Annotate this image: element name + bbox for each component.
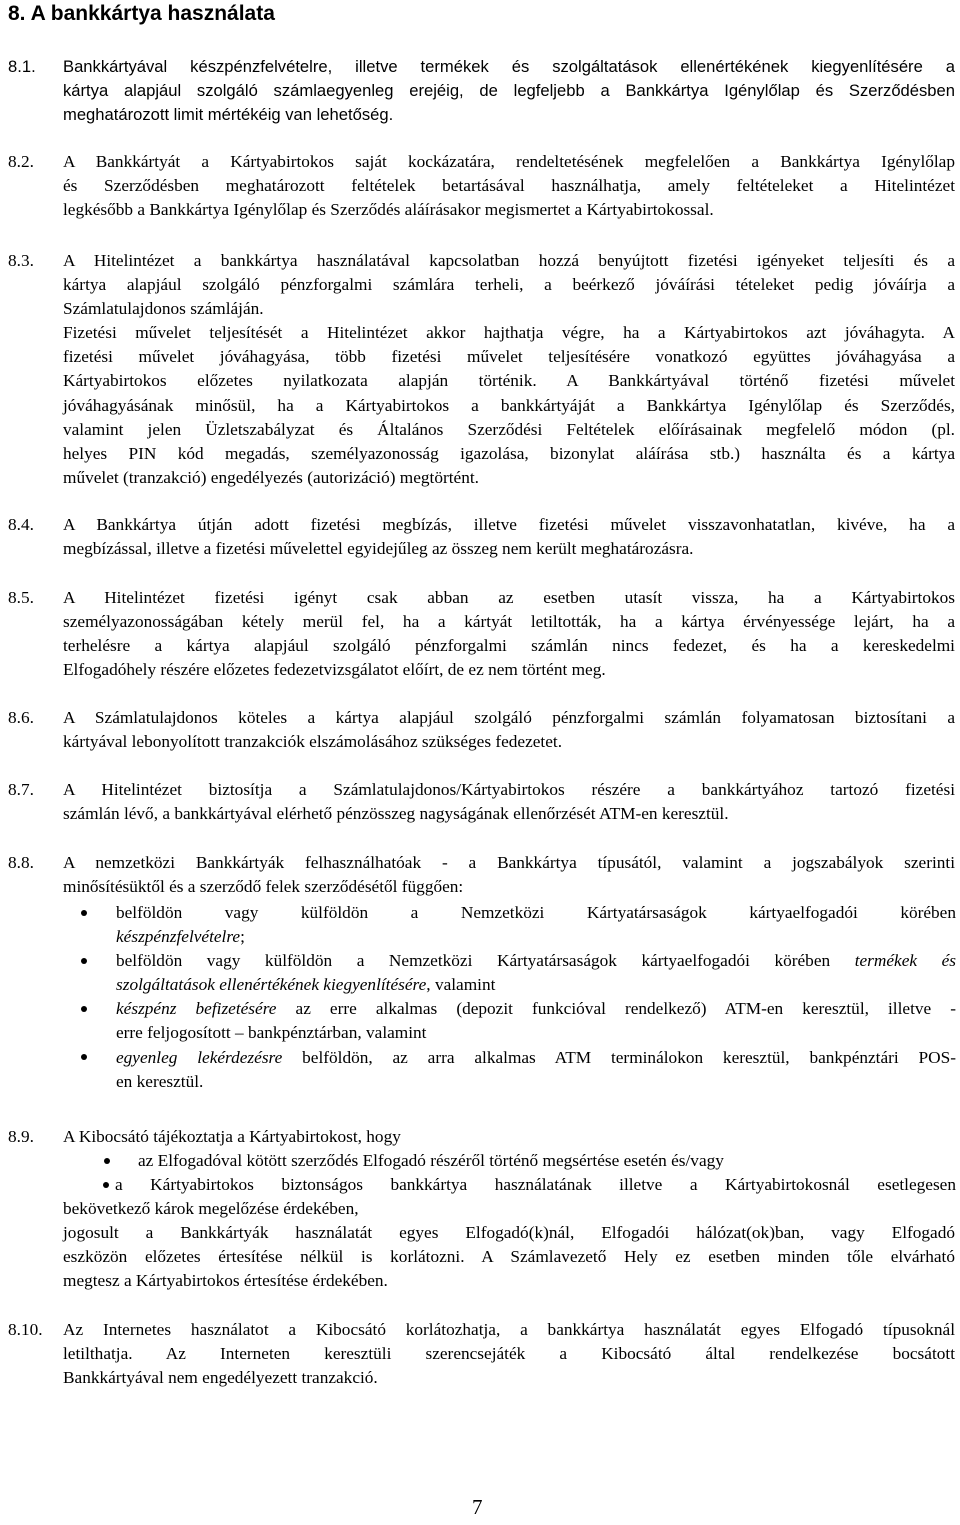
- text-line: helyes PIN kód megadás, személyazonosság igazolása, bizonylat aláírása stb.) használta és a kártya: [63, 443, 955, 463]
- section-number: 8.7.: [8, 780, 34, 799]
- text-line: megbízással, illetve a fizetési művelettel egyidejűleg az összeg nem került meghatározásra.: [63, 539, 694, 559]
- text-span: ;: [240, 927, 245, 947]
- text-line: A Hitelintézet a bankkártya használatával kapcsolatban hozzá benyújtott fizetési igényeket teljesíti és a: [63, 251, 955, 270]
- section-body: [63, 55, 955, 127]
- list-item: belföldön vagy külföldön a Nemzetközi Kártyatársaságok kártyaelfogadói körében: [116, 903, 956, 922]
- list-item: [116, 1046, 956, 1070]
- text-line: A Hitelintézet biztosítja a Számlatulajdonos/Kártyabirtokos részére a bankkártyához tartozó fizetési: [63, 780, 955, 799]
- text-line: Az Internetes használatot a Kibocsátó korlátozhatja, a bankkártya használatát egyes Elfogadó típusoknál: [63, 1320, 955, 1339]
- section-number: 8.9.: [8, 1127, 34, 1146]
- text-line: bekövetkező károk megelőzése érdekében,: [63, 1199, 359, 1218]
- section-number: 8.2.: [8, 152, 34, 171]
- list-item: en keresztül.: [116, 1071, 204, 1091]
- text-line: A nemzetközi Bankkártyák felhasználhatóak - a Bankkártya típusától, valamint a jogszabályok szerinti: [63, 853, 955, 872]
- italic-text: szolgáltatások ellenértékének kiegyenlítésére: [116, 975, 427, 995]
- text-line: valamint jelen Üzletszabályzat és Általános Szerződési Feltételek előírásainak megfelelő módon (pl.: [63, 419, 955, 439]
- text-line: és Szerződésben meghatározott feltételek betartásával használhatja, amely feltételeket a Hitelintézet: [63, 176, 955, 196]
- section-body: [63, 851, 955, 899]
- text-line: Bankkártyával készpénzfelvételre, illetve termékek és szolgáltatások ellenértékének kiegyenlítésére a: [63, 57, 955, 76]
- italic-text: készpénz befizetésére: [116, 999, 277, 1019]
- text-span: belföldön vagy külföldön a Nemzetközi Kártyatársaságok kártyaelfogadói körében: [116, 951, 855, 971]
- bullet-icon: [81, 1006, 87, 1012]
- section-body: [63, 513, 955, 561]
- bullet-list: [138, 1149, 956, 1173]
- text-line: Bankkártyával nem engedélyezett tranzakció.: [63, 1368, 378, 1388]
- text-line: A Bankkártya útján adott fizetési megbízás, illetve fizetési művelet visszavonhatatlan, kivéve, ha a: [63, 515, 955, 534]
- text-span: , valamint: [426, 975, 496, 995]
- text-line: Kártyabirtokos előzetes nyilatkozata alapján történik. A Bankkártyával történő fizetési művelet: [63, 371, 955, 391]
- section-body: [63, 1318, 955, 1390]
- text-line: A Számlatulajdonos köteles a kártya alapjául szolgáló pénzforgalmi számlán folyamatosan biztosítani a: [63, 708, 955, 727]
- section-number: 8.8.: [8, 853, 34, 872]
- section-body: [63, 706, 955, 754]
- text-line: fizetési művelet jóváhagyása, több fizetési művelet teljesítésére vonatkozó együttes jóváhagyása a: [63, 347, 955, 367]
- section-number: 8.10.: [8, 1320, 43, 1339]
- text-line: A Hitelintézet fizetési igényt csak abban az esetben utasít vissza, ha a Kártyabirtokos: [63, 588, 955, 607]
- bullet-icon: [81, 958, 87, 964]
- text-line: meghatározott limit mértékéig van lehetőség.: [63, 105, 394, 125]
- bullet-list: [115, 1173, 956, 1197]
- italic-text: termékek és: [854, 951, 956, 971]
- text-line: jóváhagyásának minősül, ha a Kártyabirtokos a bankkártyáját a Bankkártya Igénylőlap és Szerződés,: [63, 395, 955, 415]
- page-heading: 8. A bankkártya használata: [8, 2, 275, 25]
- text-span: az erre alkalmas (depozit funkcióval rendelkező) ATM-en keresztül, illetve -: [276, 999, 957, 1019]
- section-body: [63, 1125, 955, 1149]
- text-line: legkésőbb a Bankkártya Igénylőlap és Szerződés aláírásakor megismertet a Kártyabirtokossal.: [63, 200, 714, 220]
- bullet-icon: [81, 1054, 87, 1060]
- text-line: jogosult a Bankkártyák használatát egyes Elfogadó(k)nál, Elfogadói hálózat(ok)ban, vagy Elfogadó: [63, 1223, 955, 1243]
- italic-text: egyenleg lekérdezésre: [116, 1047, 283, 1067]
- section-number: 8.5.: [8, 588, 34, 607]
- text-line: kártya alapjául szolgáló pénzforgalmi számlára terheli, a beérkező jóváírási tételeket pedig jóváírja a: [63, 275, 955, 295]
- section-body: [63, 150, 955, 222]
- text-line: terhelésre a kártya alapjául szolgáló pénzforgalmi számlán nincs fedezet, és ha a kereskedelmi: [63, 636, 955, 656]
- text-line: Számlatulajdonos számláján.: [63, 299, 264, 319]
- section-body: [63, 249, 955, 490]
- section-number: 8.6.: [8, 708, 34, 727]
- text-line: kártyával lebonyolított tranzakciók elszámolásához szükséges fedezetet.: [63, 732, 563, 752]
- text-line: eszközön előzetes értesítése nélkül is korlátozni. A Számlavezető Hely ez esetben minden tőle elvárható: [63, 1247, 955, 1267]
- list-item: az Elfogadóval kötött szerződés Elfogadó részéről történő megsértése esetén és/vagy: [138, 1151, 724, 1170]
- page-number: 7: [472, 1495, 483, 1519]
- bullet-icon: [103, 1182, 109, 1188]
- text-line: A Bankkártyát a Kártyabirtokos saját kockázatára, rendeltetésének megfelelően a Bankkártya Igénylőlap: [63, 152, 955, 171]
- section-body: [63, 1197, 955, 1293]
- text-span: belföldön, az arra alkalmas ATM terminálokon keresztül, bankpénztári POS-: [282, 1047, 956, 1067]
- section-body: [63, 586, 955, 682]
- bullet-icon: [81, 910, 87, 916]
- text-line: Elfogadóhely részére előzetes fedezetvizsgálatot előírt, de ez nem történt meg.: [63, 660, 606, 680]
- list-item: [116, 925, 956, 949]
- bullet-icon: [104, 1158, 110, 1164]
- list-item: a Kártyabirtokos biztonságos bankkártya használatának illetve a Kártyabirtokosnál esetlegesen: [115, 1175, 956, 1194]
- text-line: Fizetési művelet teljesítését a Hitelintézet akkor hajthatja végre, ha a Kártyabirtokos azt jóváhagyta. A: [63, 323, 955, 343]
- bullet-list: [116, 901, 956, 1094]
- text-line: kártya alapjául szolgáló számlaegyenleg erejéig, de legfeljebb a Bankkártya Igénylőlap és Szerződésben: [63, 81, 955, 101]
- list-item: [116, 949, 956, 973]
- italic-text: készpénzfelvételre: [116, 927, 241, 947]
- list-item: erre feljogosított – bankpénztárban, valamint: [116, 1023, 427, 1043]
- text-line: személyazonosságában kétely merül fel, ha a kártyát letiltották, ha a kártya érvényessége lejárt, ha a: [63, 612, 955, 632]
- text-line: A Kibocsátó tájékoztatja a Kártyabirtokost, hogy: [63, 1127, 401, 1146]
- section-number: 8.3.: [8, 251, 34, 270]
- section-number: 8.4.: [8, 515, 34, 534]
- text-line: megtesz a Kártyabirtokos értesítése érdekében.: [63, 1271, 388, 1291]
- text-line: letilthatja. Az Interneten keresztüli szerencsejáték a Kibocsátó által rendelkezése bocsátott: [63, 1344, 955, 1364]
- list-item: [116, 973, 956, 997]
- list-item: [116, 997, 956, 1021]
- section-number: 8.1.: [8, 57, 36, 76]
- text-line: művelet (tranzakció) engedélyezés (autorizáció) megtörtént.: [63, 467, 479, 487]
- text-line: számlán lévő, a bankkártyával elérhető pénzösszeg nagyságának ellenőrzését ATM-en keresztül.: [63, 804, 729, 824]
- text-line: minősítésüktől és a szerződő felek szerződésétől függően:: [63, 877, 464, 897]
- section-body: [63, 778, 955, 826]
